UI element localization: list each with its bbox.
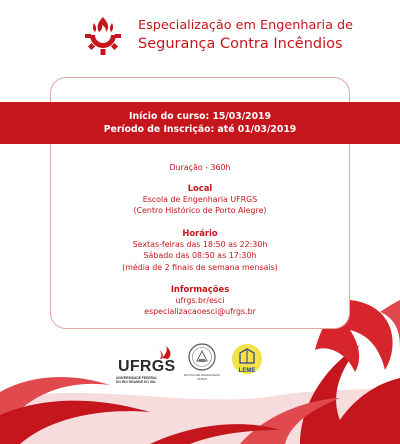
- schedule-line1: Sextas-feiras das 18:50 as 22:30h: [132, 240, 268, 250]
- location-section: [50, 183, 350, 217]
- contact-url-link[interactable]: ufrgs.br/esci: [175, 296, 225, 306]
- schedule-heading: Horário: [182, 228, 218, 238]
- location-line2: (Centro Histórico de Porto Alegre): [133, 206, 267, 216]
- dates-banner: [0, 102, 400, 144]
- contact-email-link[interactable]: especializacaoesci@ufrgs.br: [144, 307, 256, 317]
- enrollment-period: Período de Inscrição: até 01/03/2019: [103, 124, 297, 135]
- duration-text: Duração - 360h: [169, 163, 231, 172]
- engineering-school-label: [178, 374, 226, 381]
- course-start: Início do curso: 15/03/2019: [129, 111, 271, 122]
- contact-section: [50, 284, 350, 318]
- ufrgs-logo-subtitle: [116, 376, 157, 384]
- course-title: [138, 17, 353, 53]
- course-title-line1: Especialização em Engenharia de: [138, 18, 354, 33]
- location-heading: Local: [187, 183, 213, 193]
- ufrgs-logo-text: UFRGS: [118, 358, 176, 375]
- school-line1: ESCOLA DE ENGENHARIA: [183, 373, 221, 377]
- course-title-line2: Segurança Contra Incêndios: [138, 36, 343, 52]
- schedule-line2: Sábado das 08:50 as 17:30h: [143, 251, 257, 261]
- ufrgs-sub-line2: DO RIO GRANDE DO SUL: [116, 380, 157, 384]
- contact-heading: Informações: [170, 284, 230, 294]
- ufrgs-sub-line1: UNIVERSIDADE FEDERAL: [116, 376, 158, 380]
- school-line2: UFRGS: [196, 376, 208, 381]
- engineering-school-seal-icon: [187, 342, 217, 372]
- duration-section: [50, 162, 350, 173]
- schedule-section: [50, 228, 350, 273]
- leme-logo-text: LEME: [238, 368, 256, 374]
- schedule-line3: (média de 2 finais de semana mensais): [122, 262, 278, 272]
- location-line1: Escola de Engenharia UFRGS: [142, 195, 258, 205]
- gear-flame-logo-icon: [78, 13, 128, 59]
